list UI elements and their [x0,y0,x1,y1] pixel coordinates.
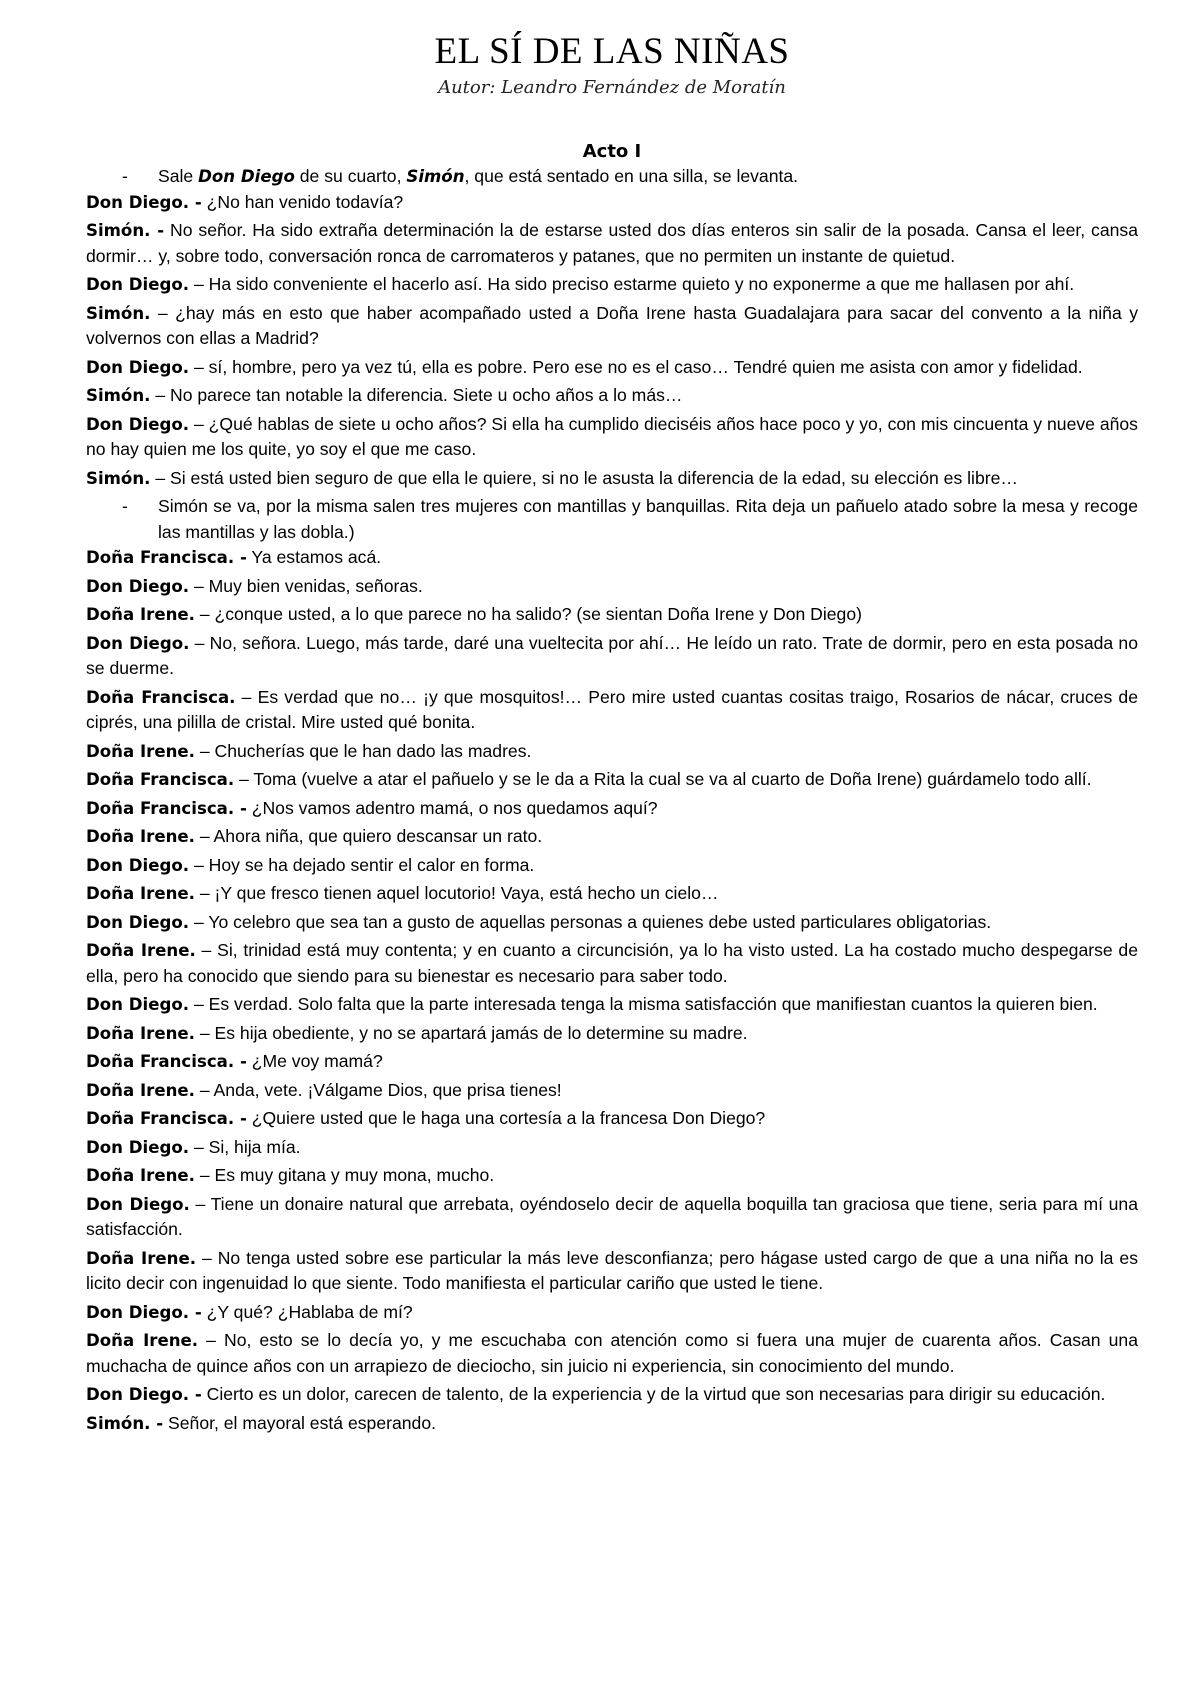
dialogue-text: – Hoy se ha dejado sentir el calor en forma. [189,854,535,875]
dialogue-text: – Es verdad que no… ¡y que mosquitos!… Pero mire usted cuantas cositas traigo, Rosarios de nácar, cruces de ciprés, una pililla de cristal. Mire usted qué bonita. [86,686,1138,732]
dialogue-text: Ya estamos acá. [246,547,382,567]
dialogue-line [86,602,1138,628]
speaker-name: Don Diego. - [86,1385,202,1404]
dialogue-text: – Si, hija mía. [189,1136,301,1157]
act-heading: Acto I [582,141,642,162]
dialogue-line [86,355,1138,381]
dialogue-line [86,1163,1138,1189]
dialogue-line [86,881,1138,907]
stage-direction-text [158,164,1138,190]
dialogue-text: – ¡Y que fresco tienen aquel locutorio! Vaya, está hecho un cielo… [194,883,719,903]
dialogue-line [86,1049,1138,1075]
dialogue-text: – Yo celebro que sea tan a gusto de aquellas personas a quienes debe usted particulares obligatorias. [189,911,992,932]
dialogue-line [86,824,1138,850]
dialogue-text: – No tenga usted sobre ese particular la más leve desconfianza; pero hágase usted cargo de que a una niña no la es licito decir con ingenuidad lo que siente. Todo manifiesta el particular cariño que usted le tiene. [86,1247,1138,1293]
dialogue-line [86,1078,1138,1104]
dialogue-line [86,466,1138,492]
speaker-name: Doña Francisca. - [86,1052,247,1071]
speaker-name: Don Diego. [86,1194,190,1214]
dialogue-text: ¿Y qué? ¿Hablaba de mí? [201,1301,413,1322]
speaker-name: Don Diego. - [86,192,202,212]
stage-direction-text: Simón se va, por la misma salen tres mujeres con mantillas y banquillas. Rita deja un pañuelo atado sobre la mesa y recoge las mantillas y las dobla.) [158,496,1138,542]
dialogue-text: Cierto es un dolor, carecen de talento, de la experiencia y de la virtud que son necesarias para dirigir su educación. [201,1384,1106,1404]
speaker-name: Doña Irene. [86,1166,195,1185]
stage-text-part: Sale [158,166,199,186]
dialogue-text: – ¿Qué hablas de siete u ocho años? Si ella ha cumplido dieciséis años hace poco y yo, con mis cincuenta y nueve años no hay quien me los quite, yo soy el que me caso. [86,413,1138,459]
dialogue-line [86,796,1138,822]
dialogue-line [86,412,1138,463]
dialogue-text: – Si está usted bien seguro de que ella le quiere, si no le asusta la diferencia de la edad, su elección es libre… [150,467,1018,488]
stage-character-name: Don Diego [198,167,295,186]
dialogue-text: ¿Me voy mamá? [246,1051,383,1071]
dialogue-text: No señor. Ha sido extraña determinación la de estarse usted dos días enteros sin salir de la posada. Cansa el leer, cansa dormir… y, sobre todo, conversación ronca de carromateros y patanes, que no permiten un instante de quietud. [86,220,1138,266]
speaker-name: Don Diego. [86,633,190,653]
dialogue-line [86,545,1138,571]
speaker-name: Simón. - [86,1413,164,1433]
speaker-name: Doña Francisca. - [86,548,247,567]
dialogue-text: – No, esto se lo decía yo, y me escuchaba con atención como si fuera una mujer de cuarenta años. Casan una muchacha de quince años con un arrapiezo de dieciocho, sin juicio ni experiencia, sin conocimiento del mundo. [86,1330,1138,1376]
speaker-name: Doña Francisca. [86,687,236,707]
dialogue-text: – No parece tan notable la diferencia. Siete u ocho años a lo más… [150,385,683,405]
speaker-name: Simón. [86,303,151,323]
dialogue-line [86,910,1138,936]
dialogue-line [86,938,1138,989]
dialogue-text: – Anda, vete. ¡Válgame Dios, que prisa tienes! [194,1079,562,1100]
dialogue-line [86,767,1138,793]
dialogue-line [86,218,1138,269]
dialogue-text: – Es hija obediente, y no se apartará jamás de lo determine su madre. [194,1022,748,1043]
dialogue-text: – Ha sido conveniente el hacerlo así. Ha sido preciso estarme quieto y no exponerme a que me hallasen por ahí. [189,274,1075,294]
speaker-name: Don Diego. - [86,1302,202,1322]
dialogue-text: – sí, hombre, pero ya vez tú, ella es pobre. Pero ese no es el caso… Tendré quien me asista con amor y fidelidad. [189,356,1083,377]
speaker-name: Doña Irene. [86,605,195,624]
dialogue-line [86,1021,1138,1047]
speaker-name: Doña Irene. [86,827,195,846]
document-author: Autor: Leandro Fernández de Moratín [438,77,786,98]
dialogue-line [86,1411,1138,1437]
speaker-name: Doña Irene. [86,1248,197,1268]
document-page [86,28,1138,1436]
dialogue-text: ¿Quiere usted que le haga una cortesía a la francesa Don Diego? [246,1108,766,1128]
speaker-name: Simón. [86,468,151,488]
dialogue-text: – Es verdad. Solo falta que la parte interesada tenga la misma satisfacción que manifiestan cuantos la quieren bien. [189,994,1098,1014]
dialogue-line [86,853,1138,879]
dialogue-text: – Toma (vuelve a atar el pañuelo y se le da a Rita la cual se va al cuarto de Doña Irene) guárdamelo todo allí. [234,769,1092,789]
speaker-name: Don Diego. [86,912,190,932]
speaker-name: Don Diego. [86,357,190,377]
dialogue-line [86,631,1138,682]
dialogue-line [86,992,1138,1018]
dialogue-text: – ¿conque usted, a lo que parece no ha salido? (se sientan Doña Irene y Don Diego) [194,604,862,624]
dialogue-line [86,1246,1138,1297]
speaker-name: Don Diego. [86,995,190,1014]
document-title: EL SÍ DE LAS NIÑAS [434,31,790,72]
dialogue-text: – No, señora. Luego, más tarde, daré una vueltecita por ahí… He leído un rato. Trate de dormir, pero en esta posada no se duerme. [86,632,1138,678]
speaker-name: Don Diego. [86,275,190,294]
dialogue-line [86,739,1138,765]
dialogue-line [86,685,1138,736]
dialogue-line [86,1382,1138,1408]
dialogue-text: – Muy bien venidas, señoras. [189,575,423,596]
dialogue-line [86,1328,1138,1379]
speaker-name: Doña Irene. [86,884,195,903]
stage-direction [86,164,1138,190]
dialogue-text: – Tiene un donaire natural que arrebata, oyéndoselo decir de aquella boquilla tan graciosa que tiene, seria para mí una satisfacción. [86,1193,1138,1239]
stage-text-part: , que está sentado en una silla, se levanta. [464,166,799,186]
stage-direction [86,494,1138,545]
dialogue-text: – ¿hay más en esto que haber acompañado usted a Doña Irene hasta Guadalajara para sacar del convento a la niña y volvernos con ellas a Madrid? [86,302,1138,348]
dialogue-line [86,574,1138,600]
speaker-name: Doña Francisca. - [86,1109,247,1128]
dialogue-line [86,383,1138,409]
stage-character-name: Simón [406,167,465,186]
speaker-name: Simón. - [86,221,165,240]
dialogue-text: – Es muy gitana y muy mona, mucho. [194,1165,495,1185]
speaker-name: Simón. [86,386,151,405]
speaker-name: Doña Irene. [86,1080,195,1100]
dialogue-line [86,190,1138,216]
list-dash: - [122,496,128,516]
dialogue-line [86,1135,1138,1161]
dialogue-text: ¿Nos vamos adentro mamá, o nos quedamos aquí? [246,797,658,818]
script-body [86,164,1138,1436]
speaker-name: Don Diego. [86,414,190,434]
speaker-name: Doña Irene. [86,941,196,960]
dialogue-text: – Ahora niña, que quiero descansar un rato. [194,826,543,846]
dialogue-line [86,1106,1138,1132]
dialogue-text: – Si, trinidad está muy contenta; y en cuanto a circuncisión, ya lo ha visto usted. La ha costado mucho despegarse de ella, pero ha conocido que siendo para su bienestar es necesario para saber todo. [86,940,1138,986]
dialogue-line [86,301,1138,352]
dialogue-line [86,1300,1138,1326]
speaker-name: Don Diego. [86,855,190,875]
speaker-name: Doña Francisca. - [86,798,247,818]
dialogue-text: Señor, el mayoral está esperando. [163,1412,436,1433]
speaker-name: Doña Francisca. [86,770,235,789]
dialogue-text: – Chucherías que le han dado las madres. [194,740,532,761]
speaker-name: Doña Irene. [86,741,195,761]
speaker-name: Doña Irene. [86,1331,199,1350]
speaker-name: Don Diego. [86,1137,190,1157]
speaker-name: Don Diego. [86,576,190,596]
speaker-name: Doña Irene. [86,1023,195,1043]
dialogue-line [86,272,1138,298]
dialogue-text: ¿No han venido todavía? [201,191,404,212]
dialogue-line [86,1192,1138,1243]
list-dash: - [122,166,128,186]
stage-text-part: de su cuarto, [294,166,407,186]
